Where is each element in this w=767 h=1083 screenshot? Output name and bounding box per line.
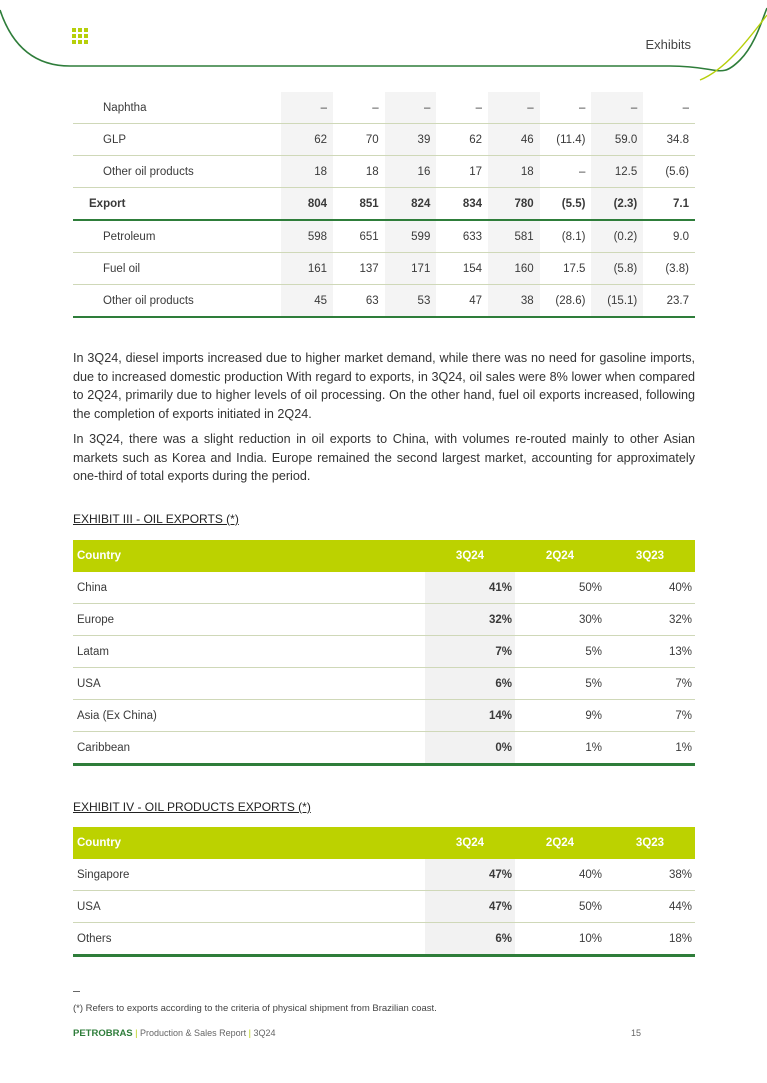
table-row <box>73 859 695 891</box>
cell-value: (0.2) <box>591 220 643 253</box>
footnote-rule <box>73 991 80 992</box>
cell-value: 59.0 <box>591 124 643 156</box>
cell-value: 824 <box>385 188 437 221</box>
cell-q3-23: 13% <box>605 636 695 668</box>
cell-value: 581 <box>488 220 540 253</box>
table-row <box>73 732 695 765</box>
cell-q3-24: 47% <box>425 859 515 891</box>
cell-value: – <box>643 92 695 124</box>
exhibit-3-title: EXHIBIT III - OIL EXPORTS (*) <box>73 512 239 526</box>
cell-value: – <box>281 92 333 124</box>
header-3q23: 3Q23 <box>605 540 695 572</box>
cell-value: 16 <box>385 156 437 188</box>
cell-value: 17.5 <box>540 253 592 285</box>
header-3q24: 3Q24 <box>425 827 515 859</box>
cell-q2-24: 50% <box>515 572 605 604</box>
cell-q3-23: 7% <box>605 668 695 700</box>
cell-value: 780 <box>488 188 540 221</box>
table-row <box>73 604 695 636</box>
cell-value: – <box>540 156 592 188</box>
cell-q3-24: 32% <box>425 604 515 636</box>
row-label: Asia (Ex China) <box>73 700 425 732</box>
cell-value: 161 <box>281 253 333 285</box>
cell-q2-24: 40% <box>515 859 605 891</box>
table-row <box>73 285 695 318</box>
cell-value: 53 <box>385 285 437 318</box>
row-label: Other oil products <box>73 156 281 188</box>
row-label: Naphtha <box>73 92 281 124</box>
logo-grid-icon <box>72 28 88 44</box>
cell-value: 70 <box>333 124 385 156</box>
cell-value: (8.1) <box>540 220 592 253</box>
cell-q3-23: 1% <box>605 732 695 765</box>
row-label: Fuel oil <box>73 253 281 285</box>
cell-value: 63 <box>333 285 385 318</box>
exhibit-4-title: EXHIBIT IV - OIL PRODUCTS EXPORTS (*) <box>73 800 311 814</box>
cell-q2-24: 50% <box>515 891 605 923</box>
footer-sep: | <box>248 1028 251 1038</box>
row-label: Export <box>73 188 281 221</box>
row-label: USA <box>73 891 425 923</box>
cell-q3-24: 47% <box>425 891 515 923</box>
cell-value: – <box>333 92 385 124</box>
cell-value: 851 <box>333 188 385 221</box>
cell-value: 23.7 <box>643 285 695 318</box>
header-2q24: 2Q24 <box>515 540 605 572</box>
cell-value: 171 <box>385 253 437 285</box>
cell-value: 46 <box>488 124 540 156</box>
cell-q3-23: 32% <box>605 604 695 636</box>
cell-value: (2.3) <box>591 188 643 221</box>
table-row <box>73 891 695 923</box>
cell-q2-24: 5% <box>515 668 605 700</box>
table-row <box>73 923 695 956</box>
row-label: GLP <box>73 124 281 156</box>
cell-value: – <box>385 92 437 124</box>
exhibit-3-table <box>73 540 695 766</box>
table-row <box>73 572 695 604</box>
page-number: 15 <box>630 1028 641 1038</box>
cell-value: 154 <box>436 253 488 285</box>
table-row <box>73 636 695 668</box>
footer-period: 3Q24 <box>253 1028 276 1038</box>
cell-value: 38 <box>488 285 540 318</box>
header-country: Country <box>73 540 425 572</box>
cell-value: – <box>436 92 488 124</box>
table-row <box>73 700 695 732</box>
cell-value: 834 <box>436 188 488 221</box>
row-label: USA <box>73 668 425 700</box>
row-label: Latam <box>73 636 425 668</box>
cell-value: 633 <box>436 220 488 253</box>
header-3q24: 3Q24 <box>425 540 515 572</box>
cell-value: 804 <box>281 188 333 221</box>
header-title: Exhibits <box>645 37 691 52</box>
cell-value: 599 <box>385 220 437 253</box>
cell-value: – <box>591 92 643 124</box>
cell-value: – <box>540 92 592 124</box>
cell-value: 62 <box>281 124 333 156</box>
cell-q3-24: 14% <box>425 700 515 732</box>
row-label: Others <box>73 923 425 956</box>
cell-q3-24: 41% <box>425 572 515 604</box>
header-country: Country <box>73 827 425 859</box>
table-row <box>73 668 695 700</box>
cell-q2-24: 5% <box>515 636 605 668</box>
cell-q3-23: 18% <box>605 923 695 956</box>
cell-value: (3.8) <box>643 253 695 285</box>
cell-value: 18 <box>333 156 385 188</box>
paragraph-1: In 3Q24, diesel imports increased due to higher market demand, while there was no need for gasoline imports, due to increased domestic production With regard to exports, in 3Q24, oil sales were 8% lower when compared to 2Q24, primarily due to higher levels of oil processing. On the other hand, fuel oil exports increased, following the completion of exports initiated in 2Q24. <box>73 351 695 421</box>
row-label: Singapore <box>73 859 425 891</box>
cell-value: 62 <box>436 124 488 156</box>
cell-value: (5.8) <box>591 253 643 285</box>
cell-value: 18 <box>488 156 540 188</box>
row-label: Caribbean <box>73 732 425 765</box>
footer-brand: PETROBRAS <box>73 1028 133 1039</box>
exhibit-4-table <box>73 827 695 957</box>
cell-value: (15.1) <box>591 285 643 318</box>
cell-value: 9.0 <box>643 220 695 253</box>
row-label: Petroleum <box>73 220 281 253</box>
cell-q3-23: 44% <box>605 891 695 923</box>
cell-value: 137 <box>333 253 385 285</box>
row-label: China <box>73 572 425 604</box>
cell-value: (28.6) <box>540 285 592 318</box>
cell-q3-24: 0% <box>425 732 515 765</box>
cell-value: 598 <box>281 220 333 253</box>
footer-report: Production & Sales Report <box>140 1028 247 1038</box>
row-label: Other oil products <box>73 285 281 318</box>
cell-q3-24: 6% <box>425 668 515 700</box>
cell-value: 651 <box>333 220 385 253</box>
cell-q2-24: 1% <box>515 732 605 765</box>
cell-q3-24: 7% <box>425 636 515 668</box>
cell-value: 47 <box>436 285 488 318</box>
cell-q3-23: 7% <box>605 700 695 732</box>
cell-q2-24: 10% <box>515 923 605 956</box>
cell-value: (5.5) <box>540 188 592 221</box>
cell-value: 160 <box>488 253 540 285</box>
cell-q2-24: 30% <box>515 604 605 636</box>
footer-sep: | <box>135 1028 138 1038</box>
cell-q2-24: 9% <box>515 700 605 732</box>
cell-value: 39 <box>385 124 437 156</box>
header-3q23: 3Q23 <box>605 827 695 859</box>
cell-value: 34.8 <box>643 124 695 156</box>
cell-value: 12.5 <box>591 156 643 188</box>
header-2q24: 2Q24 <box>515 827 605 859</box>
table-row <box>73 188 695 221</box>
cell-q3-24: 6% <box>425 923 515 956</box>
table-row <box>73 220 695 253</box>
cell-q3-23: 40% <box>605 572 695 604</box>
cell-q3-23: 38% <box>605 859 695 891</box>
exports-volume-table <box>73 92 695 318</box>
cell-value: 45 <box>281 285 333 318</box>
cell-value: 18 <box>281 156 333 188</box>
table-row <box>73 156 695 188</box>
cell-value: 7.1 <box>643 188 695 221</box>
table-row <box>73 124 695 156</box>
footer <box>73 1028 276 1039</box>
cell-value: (11.4) <box>540 124 592 156</box>
paragraph-2: In 3Q24, there was a slight reduction in oil exports to China, with volumes re-routed mainly to other Asian markets such as Korea and India. Europe remained the second largest market, accounting for approximately one-third of total exports during the period. <box>73 432 695 483</box>
table-row <box>73 92 695 124</box>
footnote: (*) Refers to exports according to the criteria of physical shipment from Brazilian coast. <box>73 1003 437 1014</box>
table-row <box>73 253 695 285</box>
cell-value: (5.6) <box>643 156 695 188</box>
cell-value: 17 <box>436 156 488 188</box>
row-label: Europe <box>73 604 425 636</box>
cell-value: – <box>488 92 540 124</box>
